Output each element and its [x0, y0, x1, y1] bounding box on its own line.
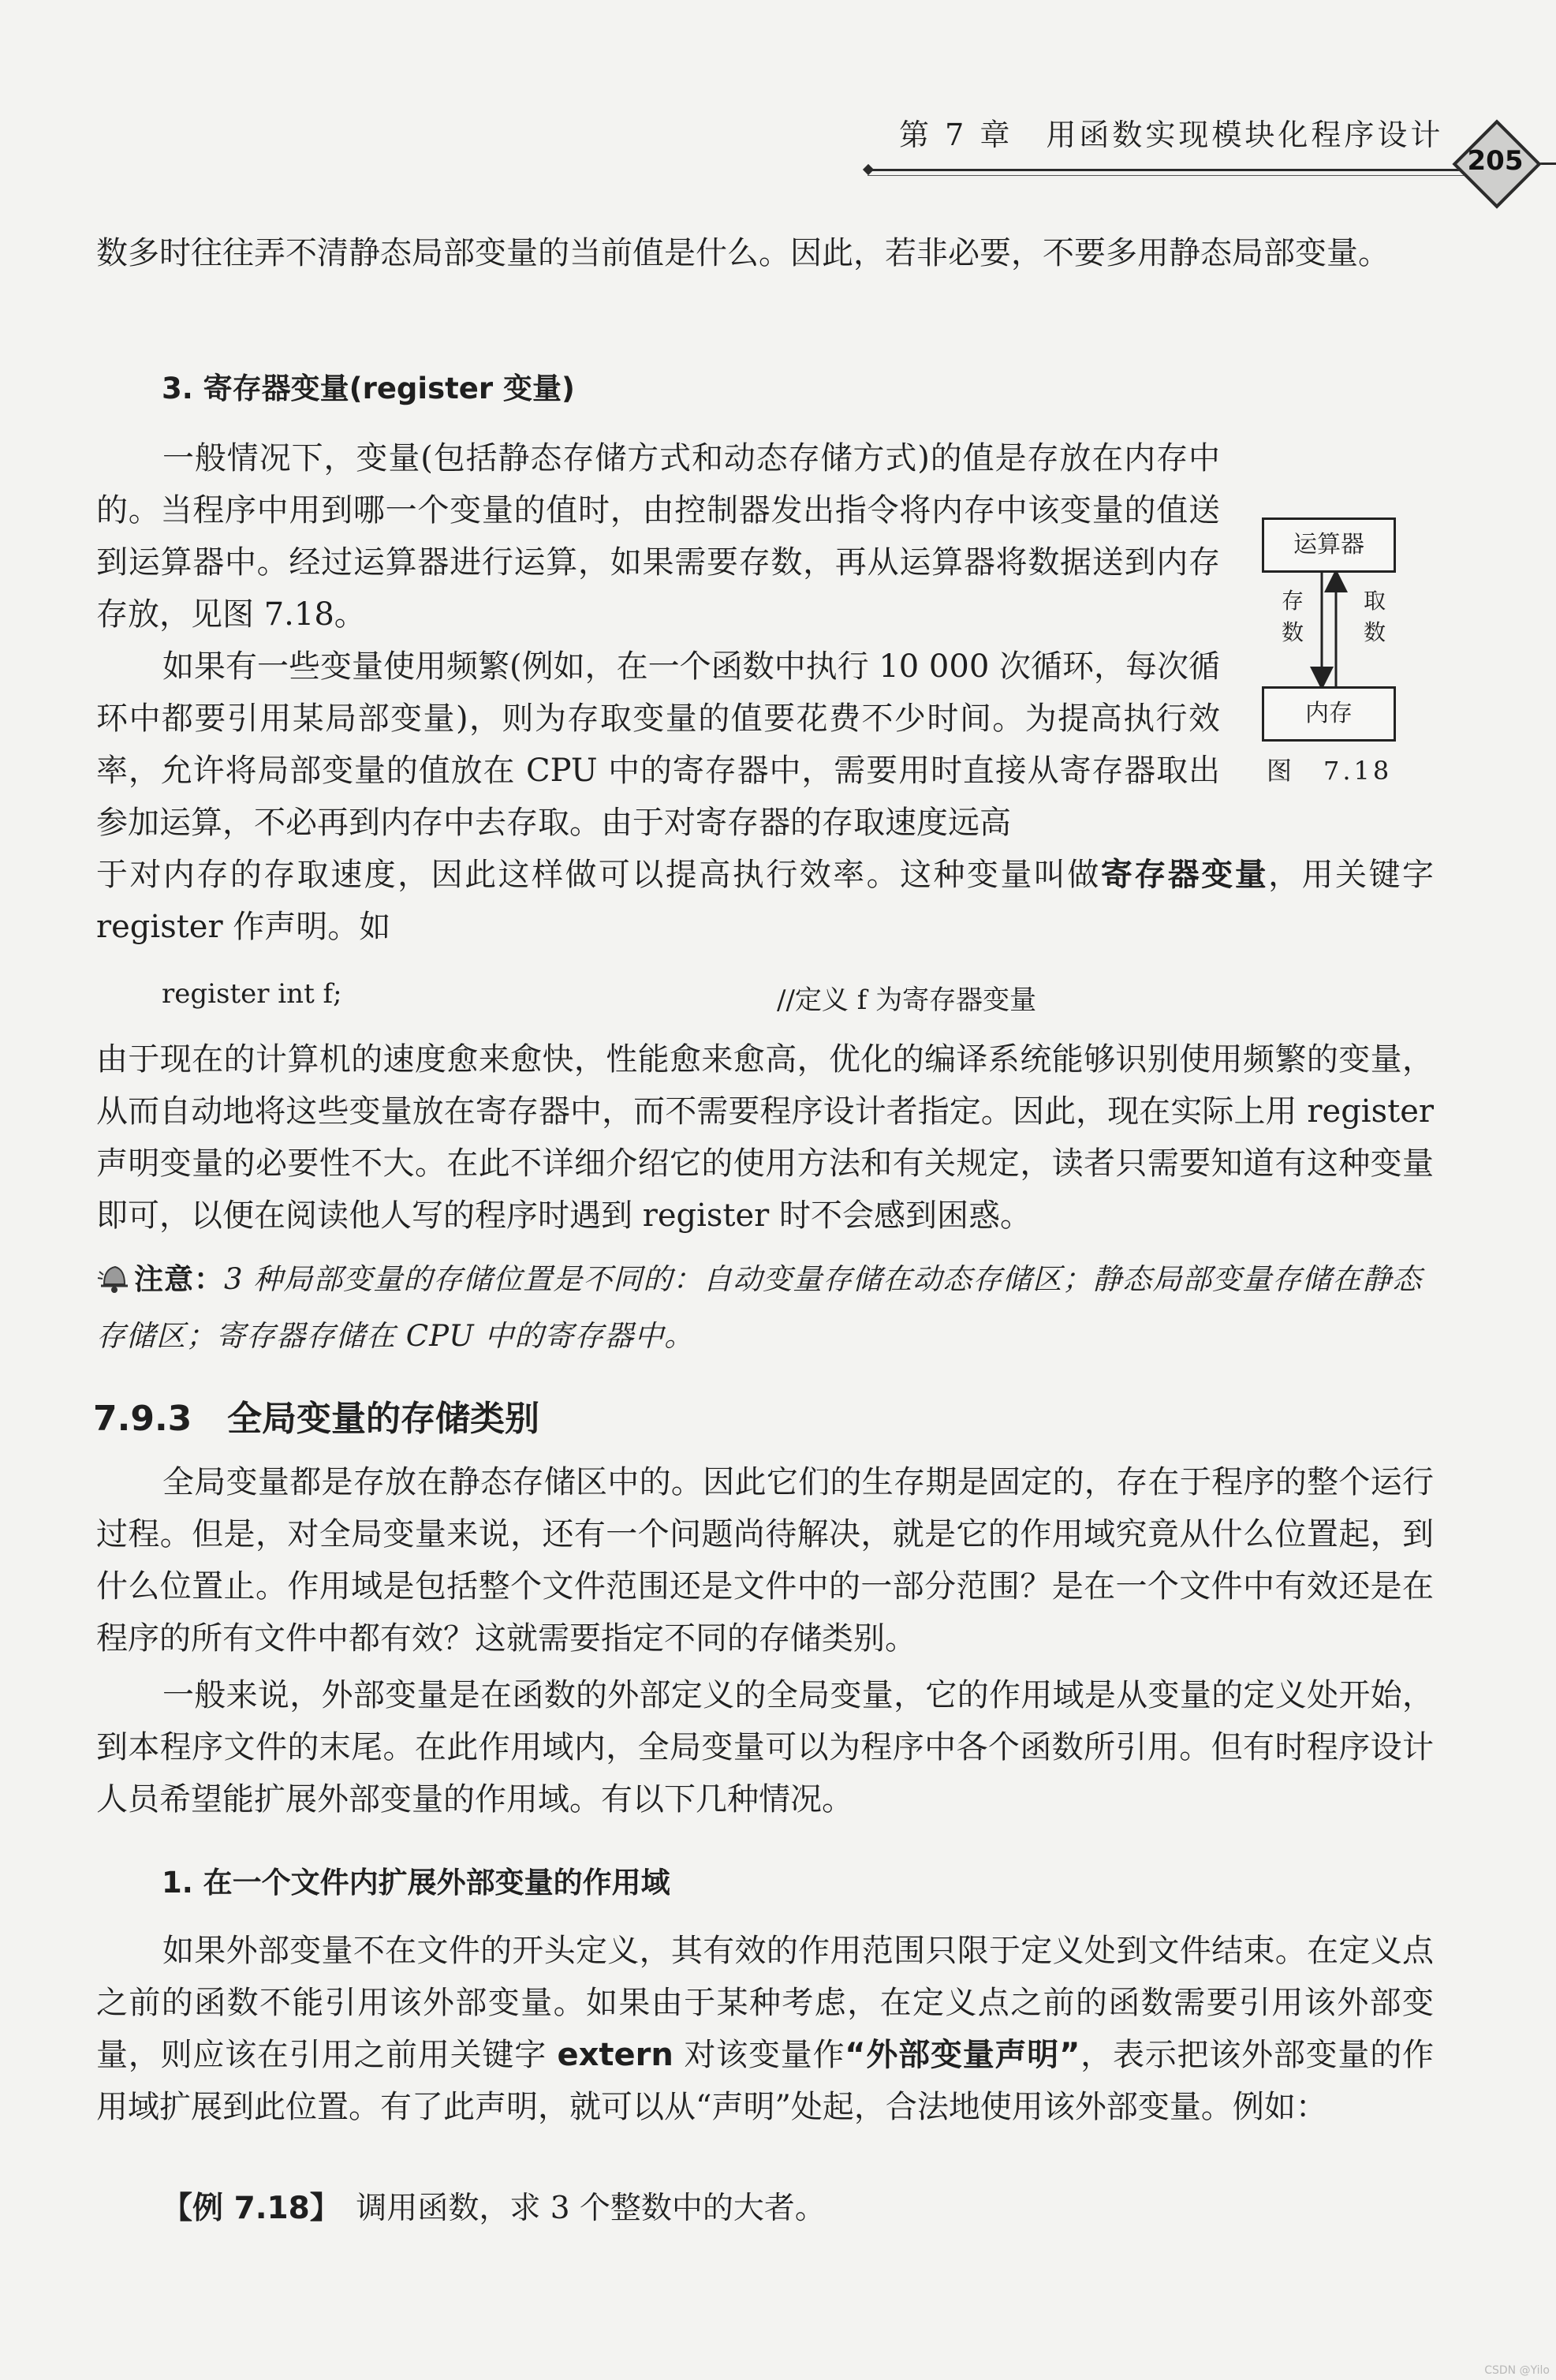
- figure-box-alu: 运算器: [1262, 517, 1396, 573]
- figure-label-store-2: 数: [1281, 619, 1304, 645]
- figure-label-fetch-2: 数: [1363, 619, 1386, 645]
- figure-label-store-1: 存: [1281, 588, 1304, 614]
- bell-icon: [96, 1261, 131, 1295]
- example-7-18: [162, 2184, 826, 2228]
- section-number: 7.9.3: [93, 1399, 192, 1439]
- figure-arrows: [1254, 573, 1412, 686]
- page-number-badge: [1457, 125, 1533, 200]
- paragraph-modern-compilers: 由于现在的计算机的速度愈来愈快，性能愈来愈高，优化的编译系统能够识别使用频繁的变量，从而自动地将这些变量放在寄存器中，而不需要程序设计者指定。因此，现在实际上用 register 声明变量的必要性不大。在此不详细介绍它的使用方法和有关规定，读者只需要知道有这种变量即可，以便在阅读他人写的程序时遇到 register 时不会感到困惑。: [96, 1041, 1434, 1234]
- example-label: 【例 7.18】: [162, 2191, 326, 2226]
- figure-label-fetch-1: 取: [1363, 588, 1386, 614]
- text-segment: ，用关键字 register 作声明。如: [96, 857, 1435, 945]
- figure-caption: 图 7.18: [1267, 756, 1393, 786]
- note-text: 3 种局部变量的存储位置是不同的：自动变量存储在动态存储区；静态局部变量存储在静态存储区；寄存器存储在 CPU 中的寄存器中。: [96, 1262, 1423, 1353]
- subheading-extend-scope: 1. 在一个文件内扩展外部变量的作用域: [162, 1866, 670, 1900]
- text-segment: 如果外部变量不在文件的开头定义，其有效的作用范围只限于定义处到文件结束。在定义点之前的函数不能引用该外部变量。如果由于某种考虑，在定义点之前的函数需要引用该外部变量，则应该在引用之前用关键字: [96, 1933, 1434, 2073]
- note-label: 注意：: [134, 1262, 224, 1296]
- text-segment: 对该变量作: [673, 2037, 845, 2073]
- paragraph-global-storage: 全局变量都是存放在静态存储区中的。因此它们的生存期是固定的，存在于程序的整个运行过程。但是，对全局变量来说，还有一个问题尚待解决，就是它的作用域究竟从什么位置起，到什么位置止。作用域是包括整个文件范围还是文件中的一部分范围？是在一个文件中有效还是在程序的所有文件中都有效？这就需要指定不同的存储类别。: [96, 1464, 1434, 1657]
- section-heading: [93, 1390, 539, 1440]
- paragraph-register-usage: 如果有一些变量使用频繁(例如，在一个函数中执行 10 000 次循环，每次循环中都要引用某局部变量)，则为存取变量的值要花费不少时间。为提高执行效率，允许将局部变量的值放在 CPU 中的寄存器中，需要用时直接从寄存器取出参加运算，不必再到内存中去存取。由于对寄存器的存取速度远高: [96, 648, 1220, 841]
- keyword-extern: extern: [557, 2037, 674, 2073]
- page-number: 205: [1467, 145, 1524, 177]
- figure-7-18: [1254, 517, 1412, 786]
- header-rule-thin: [868, 175, 1467, 176]
- text-segment: ，表示把该外部变量的作用域扩展到此位置。有了此声明，就可以从“声明”处起，合法地使用该外部变量。例如：: [96, 2037, 1435, 2125]
- subheading-register-variables: 3. 寄存器变量(register 变量): [162, 372, 575, 405]
- bold-term-register-variable: 寄存器变量: [1100, 857, 1269, 893]
- chapter-header: 第 7 章 用函数实现模块化程序设计: [899, 118, 1444, 152]
- header-rule: [868, 169, 1467, 171]
- section-title: 全局变量的存储类别: [227, 1399, 539, 1439]
- bold-term-extern-declaration: “外部变量声明”: [845, 2037, 1080, 2073]
- paragraph-static-variables-end: 数多时往往弄不清静态局部变量的当前值是什么。因此，若非必要，不要多用静态局部变量。: [96, 235, 1390, 271]
- paragraph-external-scope: 一般来说，外部变量是在函数的外部定义的全局变量，它的作用域是从变量的定义处开始，到本程序文件的末尾。在此作用域内，全局变量可以为程序中各个函数所引用。但有时程序设计人员希望能扩展外部变量的作用域。有以下几种情况。: [96, 1677, 1434, 1818]
- text-segment: 于对内存的存取速度，因此这样做可以提高执行效率。这种变量叫做: [96, 857, 1101, 893]
- code-comment: //定义 f 为寄存器变量: [777, 985, 1037, 1016]
- note-storage-locations: [96, 1251, 1434, 1365]
- paragraph-memory-storage: 一般情况下，变量(包括静态存储方式和动态存储方式)的值是存放在内存中的。当程序中用到哪一个变量的值时，由控制器发出指令将内存中该变量的值送到运算器中。经过运算器进行运算，如果需要存数，再从运算器将数据送到内存存放，见图 7.18。: [96, 440, 1220, 633]
- code-register-declaration: register int f;: [162, 978, 342, 1010]
- example-text: 调用函数，求 3 个整数中的大者。: [356, 2191, 826, 2226]
- figure-box-memory: 内存: [1262, 686, 1396, 742]
- watermark: CSDN @Yilo: [1484, 2364, 1550, 2377]
- paragraph-register-usage-cont: [96, 849, 1434, 953]
- paragraph-extern-declaration: [96, 1925, 1434, 2133]
